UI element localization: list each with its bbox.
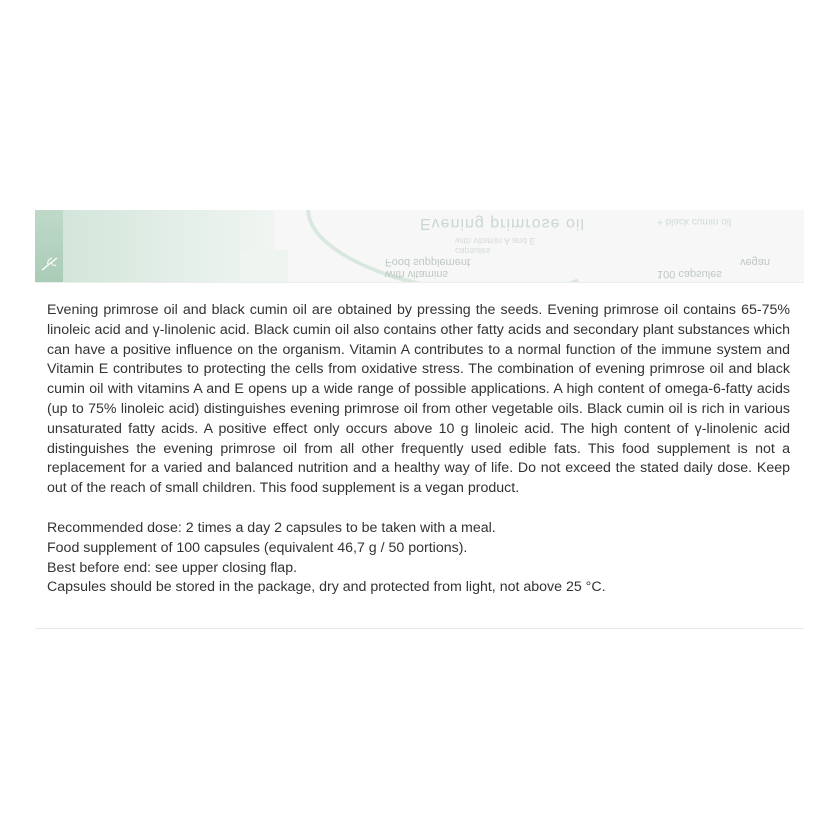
recommended-dose: Recommended dose: 2 times a day 2 capsules to be taken with a meal. [47,519,496,536]
light-square [240,250,288,282]
mirrored-line-1: with vitamin A and E [455,236,536,246]
description-paragraph: Evening primrose oil and black cumin oil are obtained by pressing the seeds. Evening primrose oil contains 65-75% linoleic acid and γ-linolenic acid. Black cumin oil also contains other fatty acids and secondary plant substances which can have a positive influence on the organism. Vitamin A contributes to a normal function of the immune system and Vitamin E contributes to protecting the cells from oxidative stress. The combination of evening primrose oil and black cumin oil with vitamins A and E opens up a wide range of possible applications. A high content of omega-6-fatty acids (up to 75% linoleic acid) distinguishes evening primrose oil from other vegetable oils. Black cumin oil is rich in various unsaturated fatty acids. A positive effect only occurs above 10 g linoleic acid. The high content of γ-linolenic acid distinguishes the evening primrose oil from all other frequently used edible fats. This food supplement is not a replacement for a varied and balanced nutrition and a healthy way of life. Do not exceed the stated daily dose. Keep out of the reach of small children. This food supplement is a vegan product. [47,302,790,497]
mirrored-subtitle: + black cumin oil [657,216,732,227]
best-before: Best before end: see upper closing flap. [47,559,298,576]
package-contents: Food supplement of 100 capsules (equivalent 46,7 g / 50 portions). [47,539,468,556]
mirrored-capsules: 100 capsules [657,268,722,280]
text-block [47,301,790,598]
package-top-edge [35,210,804,283]
package-side-panel [35,282,804,629]
mirrored-food-supplement: Food supplement [385,256,470,268]
storage-instructions: Capsules should be stored in the package, dry and protected from light, not above 25 °C. [47,579,606,596]
mirrored-line-2: capsules [455,246,491,256]
leaf-icon [39,252,61,274]
mirrored-with-vitamins: with vitamins [385,268,448,280]
green-panel [35,210,275,282]
mirrored-vegan: vegan [740,256,770,268]
mirrored-title: Evening primrose oil [420,215,585,232]
